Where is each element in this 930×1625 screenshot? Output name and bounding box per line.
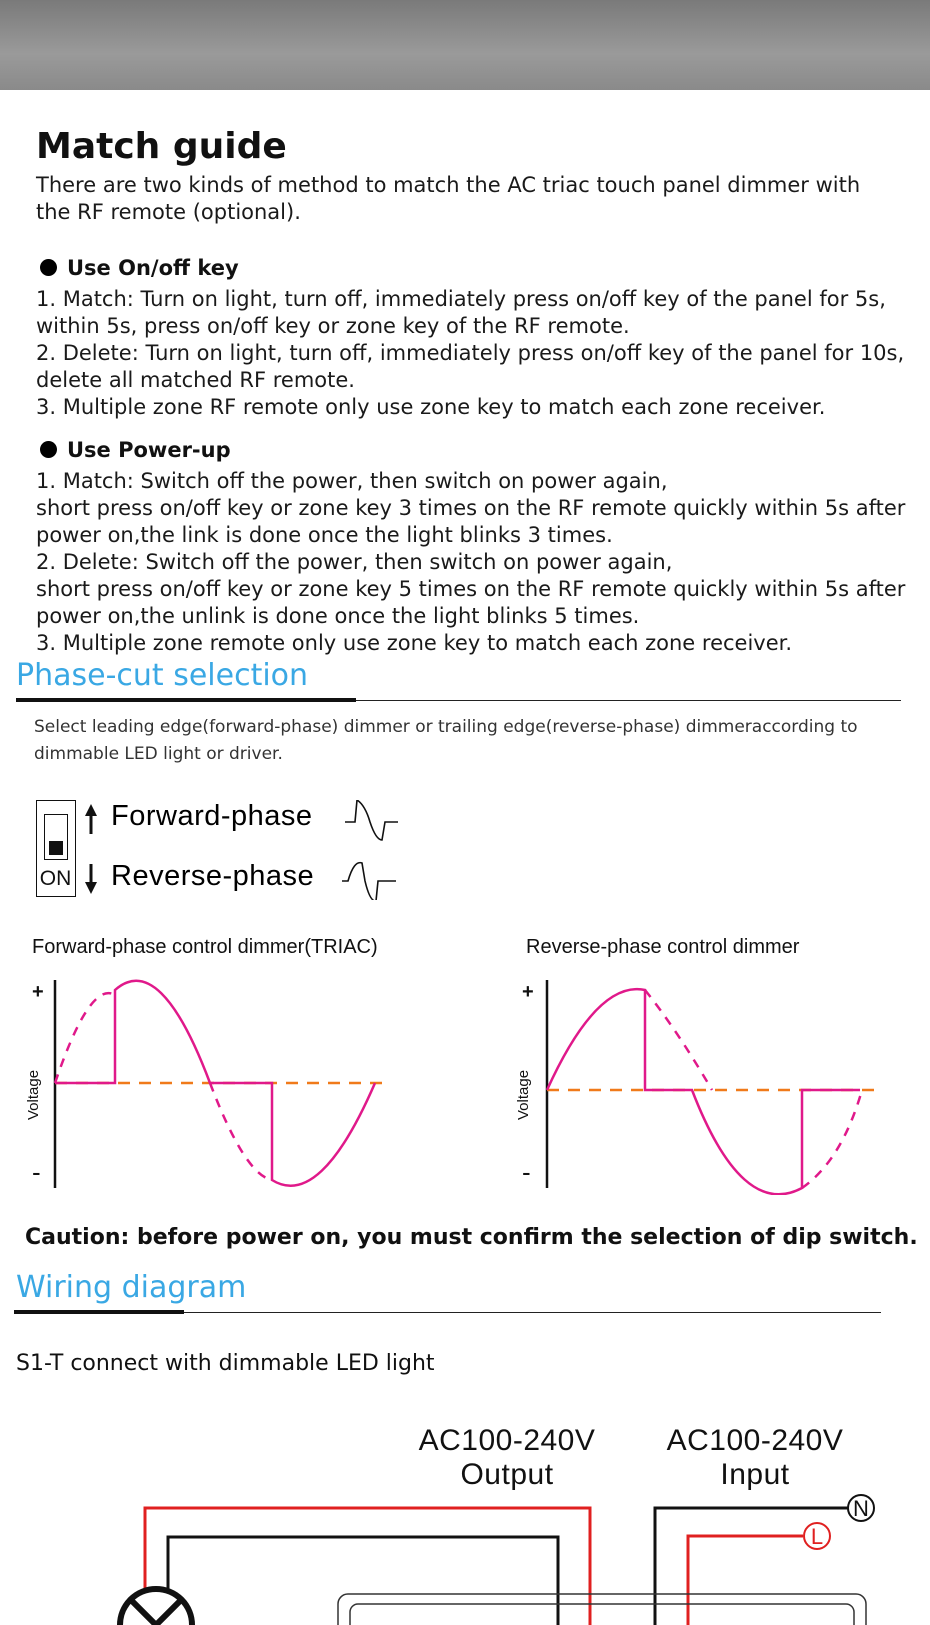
neutral-terminal-icon [848, 1495, 874, 1521]
arrow-down-icon [85, 864, 97, 894]
dip-switch-knob [49, 841, 63, 855]
cut-off-wave [802, 1090, 862, 1188]
output-voltage: AC100-240V [418, 1424, 596, 1457]
dip-on-label: ON [39, 867, 72, 890]
dip-switch-slot [44, 814, 68, 860]
minus-label: - [32, 1157, 41, 1187]
forward-phase-chart [20, 970, 400, 1195]
bullet-icon [40, 259, 57, 276]
reverse-chart-title: Reverse-phase control dimmer [526, 936, 800, 958]
forward-chart-title: Forward-phase control dimmer(TRIAC) [32, 936, 378, 958]
minus-label: - [522, 1157, 531, 1187]
forward-phase-label: Forward-phase [111, 800, 313, 832]
instruction-line: 2. Delete: Turn on light, turn off, immediately press on/off key of the panel for 10s, [36, 341, 905, 365]
instruction-line: power on,the link is done once the light blinks 3 times. [36, 523, 613, 547]
phase-cut-title: Phase-cut selection [16, 658, 309, 693]
live-terminal-icon [804, 1523, 830, 1549]
output-live-wire [145, 1508, 590, 1625]
instruction-line: power on,the unlink is done once the light blinks 5 times. [36, 604, 640, 628]
intro-line: the RF remote (optional). [36, 200, 301, 224]
wiring-diagram [0, 1490, 930, 1625]
plus-label: + [522, 981, 534, 1003]
cut-off-wave [55, 993, 115, 1083]
onoff-instructions [36, 286, 904, 421]
reverse-phase-wave-icon [342, 863, 396, 900]
reverse-phase-chart [512, 970, 892, 1195]
reverse-phase-label: Reverse-phase [111, 860, 315, 892]
instruction-line: 1. Match: Switch off the power, then switch on power again, [36, 469, 668, 493]
output-label-block [397, 1424, 617, 1492]
header-banner [0, 0, 930, 90]
intro-line: There are two kinds of method to match the AC triac touch panel dimmer with [36, 173, 861, 197]
instruction-line: delete all matched RF remote. [36, 368, 355, 392]
instruction-line: 1. Match: Turn on light, turn off, immediately press on/off key of the panel for 5s, [36, 287, 886, 311]
output-neutral-wire [168, 1537, 558, 1625]
dimmed-wave [55, 981, 375, 1186]
wiring-subtitle: S1-T connect with dimmable LED light [16, 1351, 435, 1376]
instruction-line: 3. Multiple zone remote only use zone key to match each zone receiver. [36, 631, 793, 655]
lamp-icon [120, 1589, 192, 1625]
phase-cut-description [34, 714, 858, 768]
arrow-up-icon [85, 804, 97, 834]
wiring-title: Wiring diagram [16, 1270, 247, 1305]
live-label: L [810, 1524, 824, 1549]
match-guide-intro [36, 172, 860, 226]
dimmer-panel-inner [350, 1604, 854, 1625]
bullet-icon [40, 441, 57, 458]
voltage-axis-label: Voltage [515, 1069, 532, 1120]
onoff-subheading [36, 256, 239, 280]
instruction-line: within 5s, press on/off key or zone key of the RF remote. [36, 314, 630, 338]
cut-off-wave [210, 1083, 272, 1180]
match-guide-title: Match guide [36, 126, 287, 167]
input-live-wire [688, 1536, 803, 1625]
powerup-instructions [36, 468, 905, 657]
section-divider-accent [14, 1310, 184, 1314]
caution-note: Caution: before power on, you must confirm the selection of dip switch. [25, 1225, 918, 1250]
instruction-line: short press on/off key or zone key 3 times on the RF remote quickly within 5s after [36, 496, 906, 520]
instruction-line: 3. Multiple zone RF remote only use zone key to match each zone receiver. [36, 395, 826, 419]
powerup-subheading [36, 438, 231, 462]
voltage-axis-label: Voltage [25, 1069, 42, 1120]
instruction-line: short press on/off key or zone key 5 times on the RF remote quickly within 5s after [36, 577, 906, 601]
section-divider-accent [16, 698, 356, 702]
dip-switch [36, 800, 76, 897]
neutral-label: N [853, 1496, 869, 1521]
input-label: Input [720, 1458, 790, 1491]
cut-off-wave [645, 990, 712, 1090]
output-label: Output [460, 1458, 554, 1491]
onoff-title: Use On/off key [67, 256, 239, 280]
input-voltage: AC100-240V [666, 1424, 844, 1457]
instruction-line: 2. Delete: Switch off the power, then switch on power again, [36, 550, 673, 574]
plus-label: + [32, 981, 44, 1003]
description-line: Select leading edge(forward-phase) dimmer or trailing edge(reverse-phase) dimmeraccording to [34, 717, 858, 737]
forward-phase-wave-icon [345, 800, 398, 840]
input-label-block [640, 1424, 870, 1492]
description-line: dimmable LED light or driver. [34, 744, 283, 764]
powerup-title: Use Power-up [67, 438, 231, 462]
dimmed-wave [547, 989, 860, 1194]
dimmer-panel [338, 1594, 866, 1625]
